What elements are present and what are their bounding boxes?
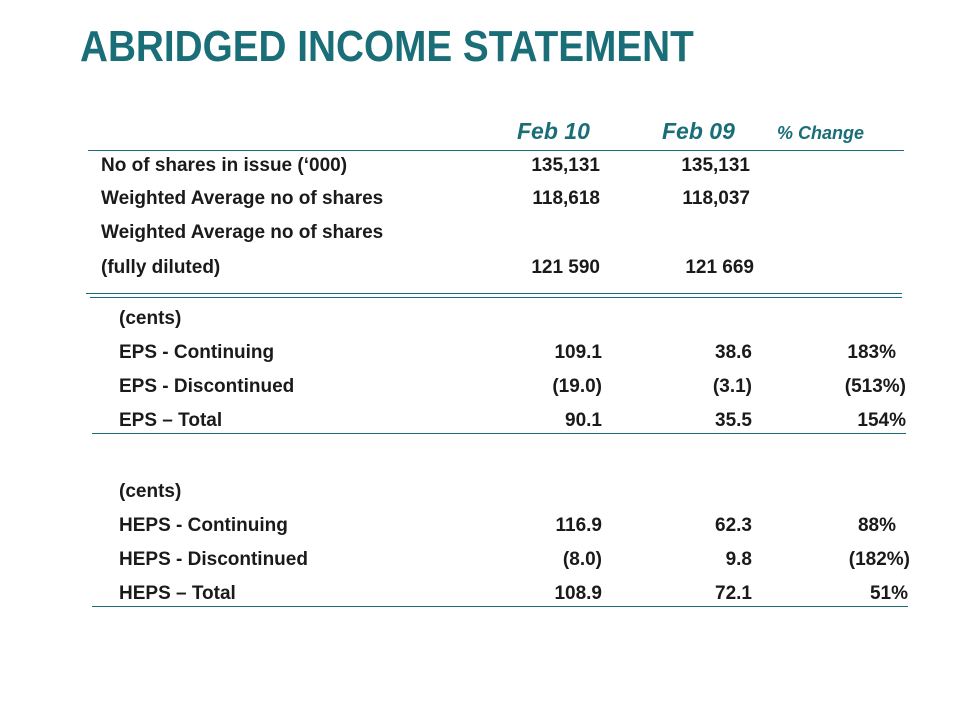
heps-row-feb09: 72.1 (715, 583, 752, 604)
eps-row-feb10: 90.1 (565, 410, 602, 431)
eps-row-feb10: (19.0) (552, 376, 602, 397)
section-divider (86, 293, 902, 294)
section-divider (90, 297, 902, 298)
eps-row-label: EPS - Discontinued (119, 376, 295, 397)
eps-row-feb10: 109.1 (554, 342, 602, 363)
column-header-change: % Change (777, 123, 865, 143)
eps-row-feb09: 35.5 (715, 410, 752, 431)
eps-unit-label: (cents) (119, 308, 182, 329)
heps-row-change: 51% (869, 583, 908, 604)
eps-row-label: EPS - Continuing (119, 342, 275, 363)
shares-row-feb09: 118,037 (682, 188, 750, 209)
eps-row-change: 183% (847, 342, 896, 363)
header-divider (88, 150, 904, 151)
shares-row-label: Weighted Average no of shares (101, 188, 384, 209)
eps-row-change: 154% (857, 410, 906, 431)
eps-row-feb09: 38.6 (715, 342, 752, 363)
heps-row-label: HEPS - Continuing (119, 515, 288, 536)
column-header-feb09: Feb 09 (662, 118, 735, 144)
heps-row-change: (182%) (848, 549, 910, 570)
shares-row-feb10: 121 590 (531, 257, 600, 278)
heps-row-feb10: (8.0) (562, 549, 602, 570)
eps-row-feb09: (3.1) (712, 376, 752, 397)
heps-row-feb09: 62.3 (715, 515, 752, 536)
shares-row-feb10: 135,131 (531, 155, 600, 176)
heps-row-feb10: 108.9 (554, 583, 602, 604)
eps-divider (92, 433, 906, 434)
page-title: ABRIDGED INCOME STATEMENT (80, 22, 694, 71)
shares-row-feb09: 121 669 (685, 257, 754, 278)
column-header-feb10: Feb 10 (517, 118, 590, 144)
heps-divider (92, 606, 908, 607)
shares-row-label: Weighted Average no of shares (101, 222, 384, 243)
eps-row-change: (513%) (844, 376, 906, 397)
shares-row-feb10: 118,618 (532, 188, 600, 209)
heps-row-label: HEPS – Total (119, 583, 236, 604)
shares-row-label: No of shares in issue (‘000) (101, 155, 348, 176)
heps-row-feb10: 116.9 (555, 515, 602, 536)
eps-row-label: EPS – Total (119, 410, 223, 431)
heps-row-feb09: 9.8 (725, 549, 752, 570)
shares-row-label: (fully diluted) (101, 257, 221, 278)
heps-row-change: 88% (857, 515, 896, 536)
heps-unit-label: (cents) (119, 481, 182, 502)
shares-row-feb09: 135,131 (681, 155, 750, 176)
heps-row-label: HEPS - Discontinued (119, 549, 308, 570)
